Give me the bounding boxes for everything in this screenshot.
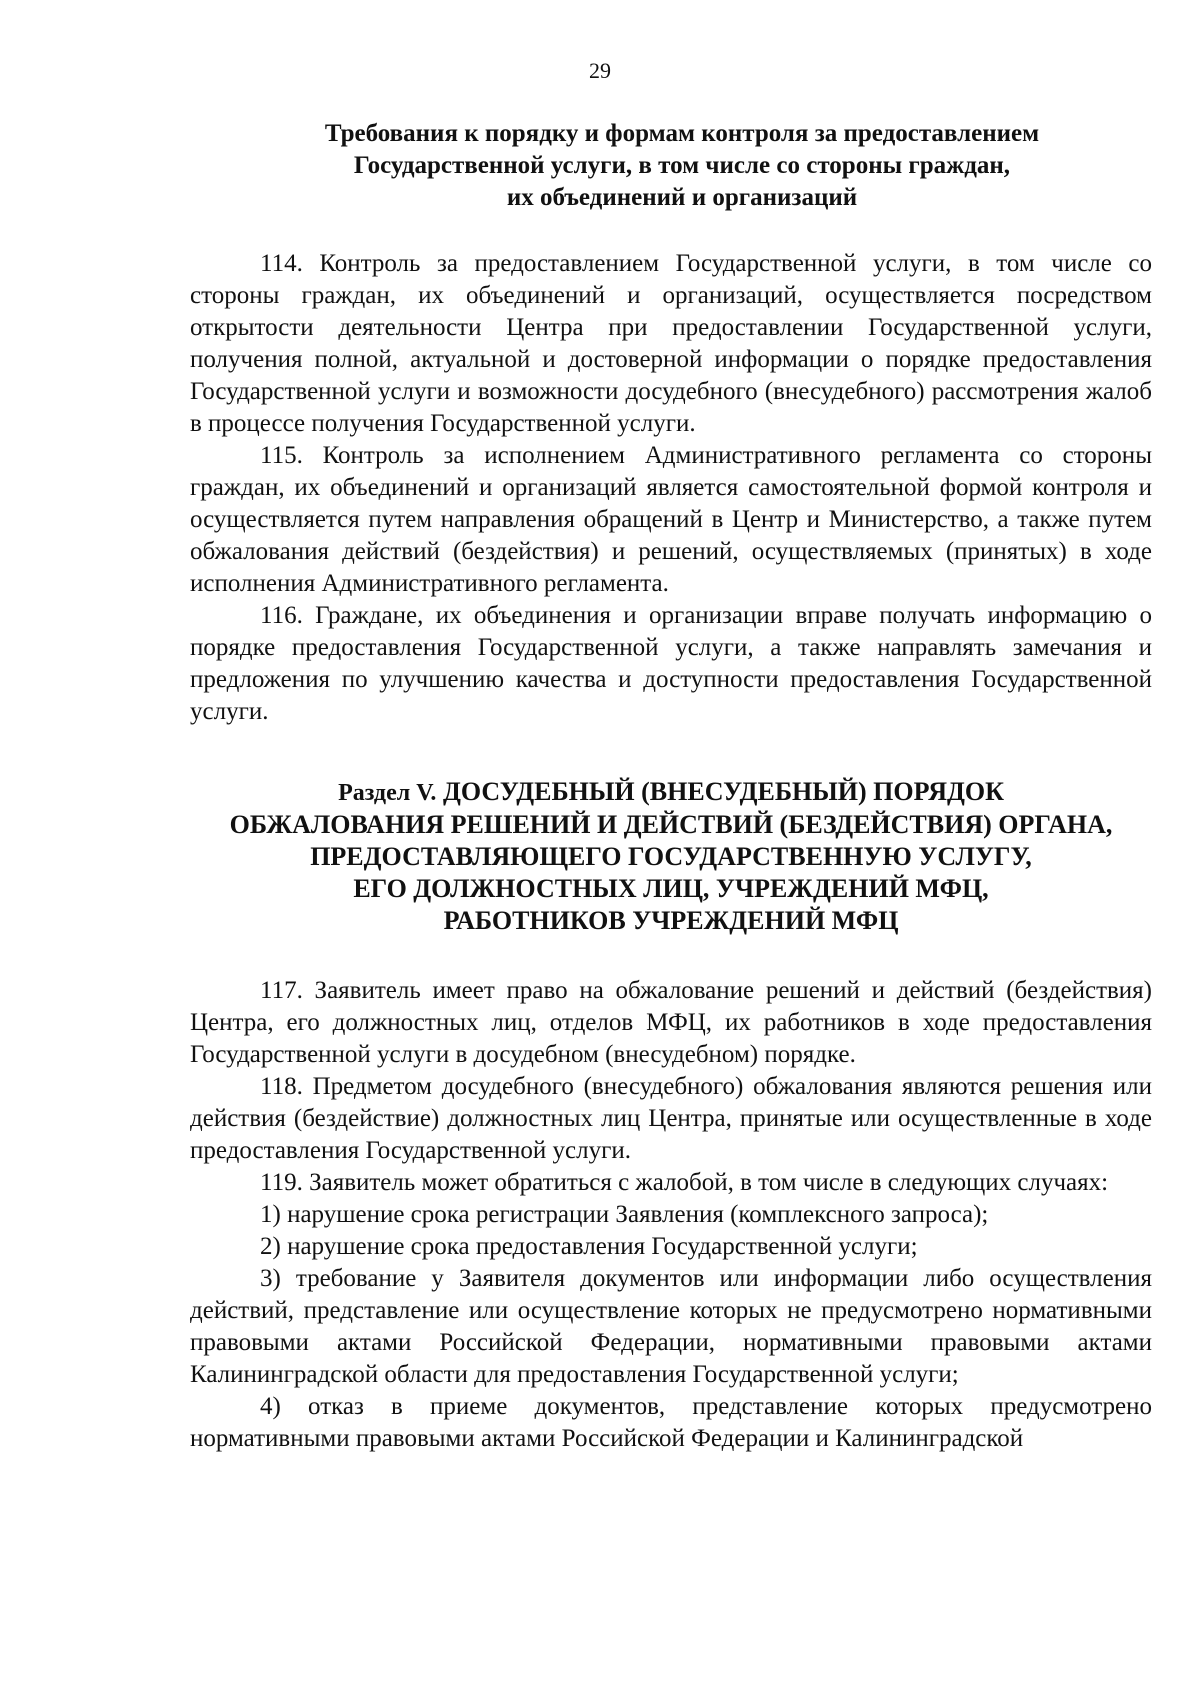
paragraph-118: 118. Предметом досудебного (внесудебного) обжалования являются решения или действия (бездействие) должностных лиц Центра, принятые или осуществленные в ходе предоставления Государственной услуги. [190,1073,1152,1164]
section-v-prefix: Раздел V. [338,780,437,806]
paragraph-119: 119. Заявитель может обратиться с жалобой, в том числе в следующих случаях: [260,1169,1109,1196]
list-item: 1) нарушение срока регистрации Заявления (комплексного запроса); [260,1201,989,1228]
heading-line: Требования к порядку и формам контроля за предоставлением [324,120,1040,147]
paragraph-116: 116. Граждане, их объединения и организации вправе получать информацию о порядке предоставления Государственной услуги, а также направлять замечания и предложения по улучшению качества и доступности предоставления Государственной услуги. [190,602,1152,725]
paragraph-114: 114. Контроль за предоставлением Государственной услуги, в том числе со стороны граждан, их объединений и организаций, осуществляется посредством открытости деятельности Центра при предоставлении Государственной услуги, получения полной, актуальной и достоверной информации о порядке предоставления Государственной услуги и возможности досудебного (внесудебного) рассмотрения жалоб в процессе получения Государственной услуги. [190,250,1152,437]
paragraph-117: 117. Заявитель имеет право на обжалование решений и действий (бездействия) Центра, его должностных лиц, отделов МФЦ, их работников в ходе предоставления Государственной услуги в досудебном (внесудебном) порядке. [190,977,1152,1068]
heading-line-text: ДОСУДЕБНЫЙ (ВНЕСУДЕБНЫЙ) ПОРЯДОК [442,777,1004,806]
heading-line: ЕГО ДОЛЖНОСТНЫХ ЛИЦ, УЧРЕЖДЕНИЙ МФЦ, [353,874,989,903]
page-number: 29 [589,58,611,83]
list-item: 4) отказ в приеме документов, представление которых предусмотрено нормативными правовыми актами Российской Федерации и Калининградской [190,1393,1152,1452]
list-item: 2) нарушение срока предоставления Государственной услуги; [260,1233,918,1260]
heading-line: ОБЖАЛОВАНИЯ РЕШЕНИЙ И ДЕЙСТВИЙ (БЕЗДЕЙСТВИЯ) ОРГАНА, [229,810,1113,839]
list-item: 3) требование у Заявителя документов или информации либо осуществления действий, представление или осуществление которых не предусмотрено нормативными правовыми актами Российской Федерации, нормативными правовыми актами Калининградской области для предоставления Государственной услуги; [190,1265,1152,1388]
page-content [190,118,1152,1455]
heading-line: ПРЕДОСТАВЛЯЮЩЕГО ГОСУДАРСТВЕННУЮ УСЛУГУ, [310,842,1032,871]
paragraph-115: 115. Контроль за исполнением Административного регламента со стороны граждан, их объединений и организаций является самостоятельной формой контроля и осуществляется путем направления обращений в Центр и Министерство, а также путем обжалования действий (бездействия) и решений, осуществляемых (принятых) в ходе исполнения Административного регламента. [190,442,1152,597]
section-heading-control [190,118,1152,214]
heading-line [190,776,1152,809]
heading-line: их объединений и организаций [506,184,858,211]
heading-line: РАБОТНИКОВ УЧРЕЖДЕНИЙ МФЦ [443,906,899,935]
section-v-heading [190,776,1152,937]
heading-line: Государственной услуги, в том числе со стороны граждан, [353,152,1011,179]
